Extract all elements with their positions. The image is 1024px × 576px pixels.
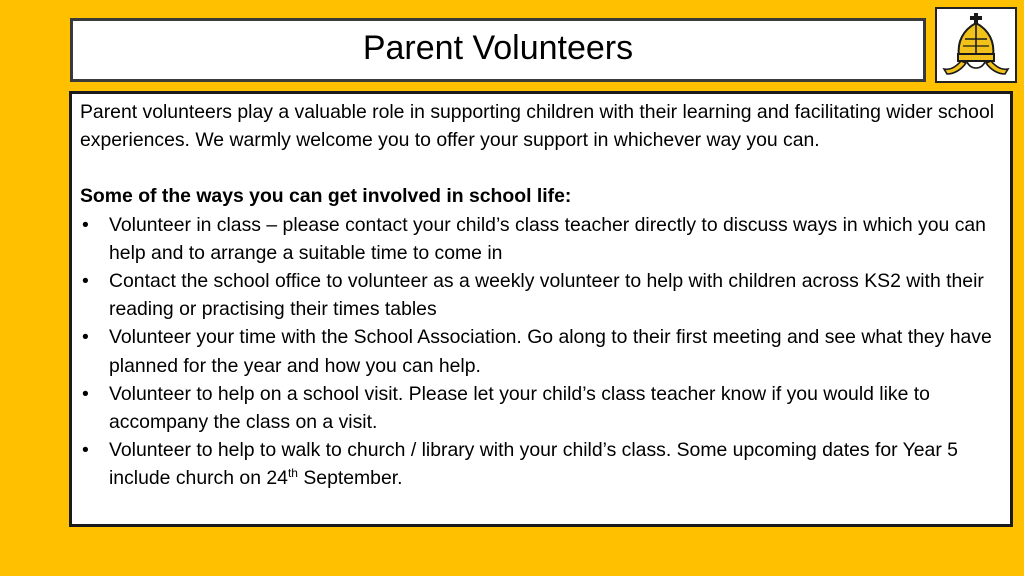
title-banner bbox=[70, 18, 926, 82]
ordinal-suffix: th bbox=[287, 466, 298, 481]
list-item bbox=[80, 380, 1000, 436]
list-item-text-main: Volunteer to help to walk to church / library with your child’s class. Some upcoming dates for Year 5 include church on 24 bbox=[109, 439, 958, 490]
list-item-text bbox=[109, 439, 958, 489]
bullet-icon: • bbox=[82, 213, 89, 236]
bullet-icon: • bbox=[82, 270, 89, 293]
school-logo bbox=[935, 7, 1017, 83]
content-panel bbox=[69, 91, 1013, 527]
list-item-text: Volunteer in class – please contact your child’s class teacher directly to discuss ways in which you can help and to arrange a suitable time to come in bbox=[109, 213, 986, 264]
ways-to-help-list bbox=[80, 211, 1000, 493]
list-item-text: Volunteer to help on a school visit. Please let your child’s class teacher know if you would like to accompany the class on a visit. bbox=[109, 382, 930, 434]
paragraph-spacer bbox=[80, 154, 1000, 182]
intro-paragraph: Parent volunteers play a valuable role in supporting children with their learning and facilitating wider school experiences. We warmly welcome you to offer your support in whichever way you can. bbox=[80, 101, 995, 152]
list-item-text: Contact the school office to volunteer as a weekly volunteer to help with children across KS2 with their reading or practising their times tables bbox=[109, 270, 984, 321]
bullet-icon: • bbox=[82, 382, 89, 405]
bullet-icon: • bbox=[82, 326, 89, 349]
list-item bbox=[80, 267, 1000, 323]
list-item bbox=[80, 211, 1000, 267]
list-item-text: Volunteer your time with the School Association. Go along to their first meeting and see what they have planned for the year and how you can help. bbox=[109, 326, 992, 377]
subheading: Some of the ways you can get involved in school life: bbox=[80, 185, 572, 208]
bullet-icon: • bbox=[82, 439, 89, 462]
page-title: Parent Volunteers bbox=[362, 28, 634, 67]
list-item bbox=[80, 323, 1000, 379]
list-item-text-end: September. bbox=[297, 467, 403, 490]
list-item bbox=[80, 436, 1000, 492]
school-crest-icon bbox=[941, 12, 1011, 78]
